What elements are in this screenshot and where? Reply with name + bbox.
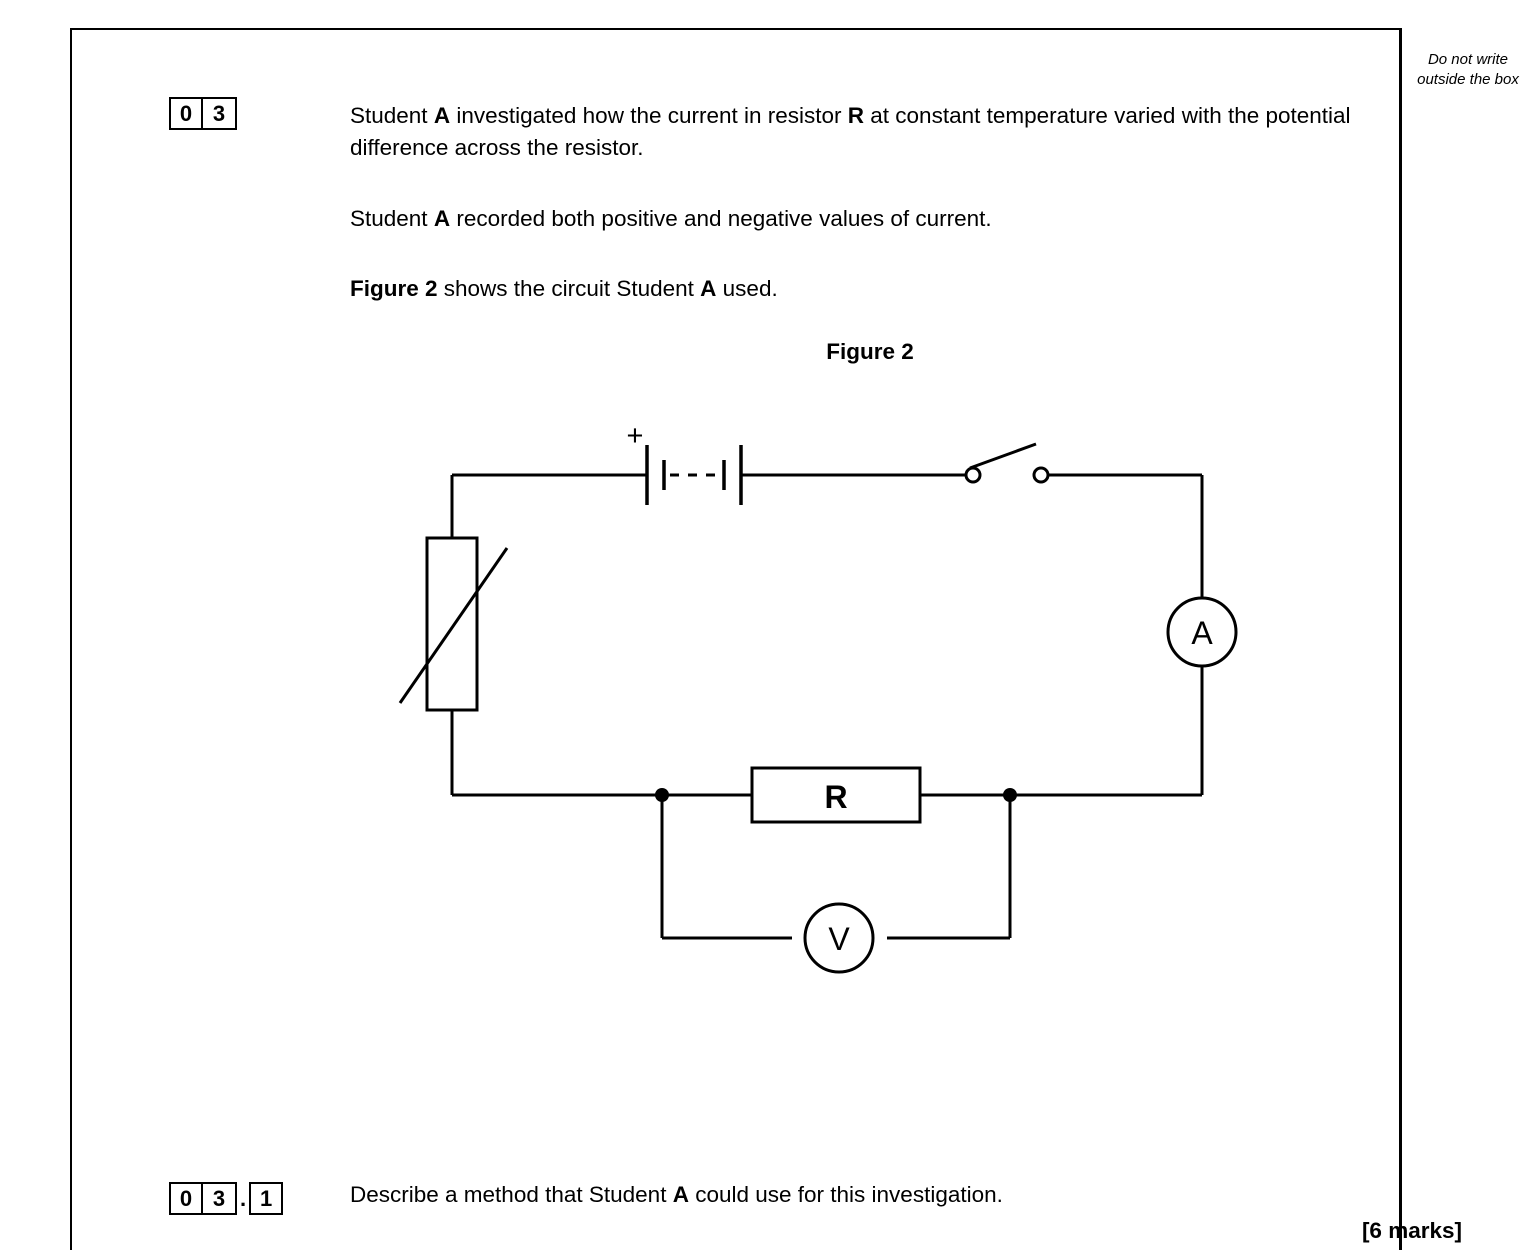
sq-student-a: A [672,1182,689,1207]
variable-resistor-body [427,538,477,710]
battery-plus-label: + [626,420,644,452]
question-number-box [169,97,237,130]
p1-student-a: A [433,103,451,128]
junction-dot-right [1003,788,1017,802]
question-paragraph-1 [350,100,1440,164]
switch-contact-left [966,468,980,482]
p2-part-2: recorded both positive and negative values of current. [450,206,992,231]
p1-part-0: Student [350,103,434,128]
p1-part-2: investigated how the current in resistor [450,103,848,128]
p1-resistor-r: R [847,103,865,128]
sub-question-number-box [169,1181,283,1216]
question-paragraph-3 [350,273,1440,305]
resistor-label: R [824,779,848,815]
figure-caption: Figure 2 [826,339,914,364]
sub-question-digit-0: 0 [169,1182,203,1215]
switch-contact-right [1034,468,1048,482]
p3-figure-ref: Figure 2 [350,276,438,301]
sq-part-2: could use for this investigation. [688,1182,1003,1207]
p3-student-a: A [700,276,717,301]
circuit-svg [352,420,1412,980]
p3-part-1: shows the circuit Student [437,276,701,301]
sq-part-0: Describe a method that Student [350,1182,673,1207]
marks-label: [6 marks] [1361,1218,1462,1243]
sub-question-digit-2: 1 [249,1182,283,1215]
p1-part-4: at constant temperature varied with the potential difference across the resistor. [350,103,1351,160]
p2-part-0: Student [350,206,434,231]
circuit-diagram [352,420,1412,980]
ammeter-label: A [1191,615,1213,651]
voltmeter-label: V [828,921,850,957]
question-digit-0: 0 [169,97,203,130]
variable-resistor-arrow-line [400,548,507,703]
margin-note: Do not write outside the box [1417,51,1519,89]
p2-student-a: A [433,206,451,231]
sub-question-separator: . [240,1186,247,1211]
p3-part-3: used. [716,276,778,301]
sub-question-text [350,1182,1003,1208]
exam-page [70,28,1462,1250]
question-digit-1: 3 [203,97,237,130]
question-paragraph-2 [350,203,1440,235]
junction-dot-left [655,788,669,802]
switch-lever [970,444,1036,468]
sub-question-digit-1: 3 [203,1182,237,1215]
margin-rule [1399,28,1401,1250]
